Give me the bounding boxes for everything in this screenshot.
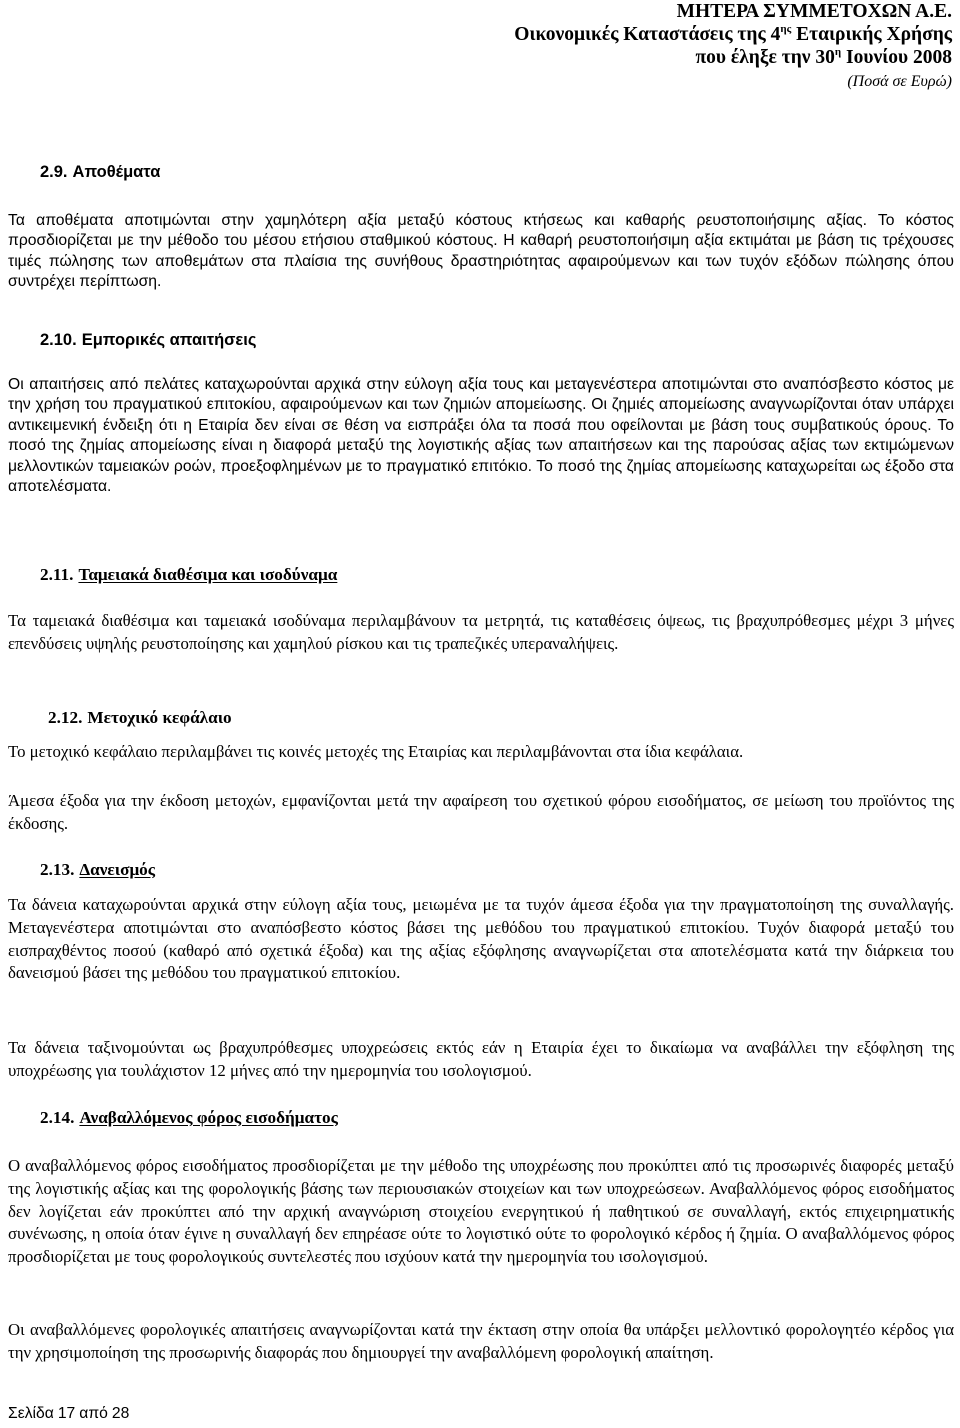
section-body-deferred-tax-2 [8,1319,954,1365]
statements-title: Οικονομικές Καταστάσεις της $4^{\eta\varsigma}$ Εταιρικής Χρήσης [514,22,952,45]
section-title: Εμπορικές απαιτήσεις [81,331,257,349]
section-body-receivables [8,375,954,497]
page-number: 17 [57,1405,76,1422]
paragraph: Τα αποθέματα αποτιμώνται στην χαμηλότερη αξία μεταξύ κόστους κτήσεως και καθαρής ρευστοποιήσιμης αξίας. Το κόστος προσδιορίζεται με την μέθοδο του μέσου ετήσιου σταθμικού κόστους. Η καθαρή ρευστοποιήσιμη αξία εκτιμάται με βάση τις τρέχουσες τιμές πώλησης των αποθεμάτων στα πλαίσια της συνήθους δραστηριότητας αφαιρούμενων και των τυχόν εξόδων πώλησης όπου συντρέχει περίπτωση. [8,212,954,291]
paragraph: Τα δάνεια ταξινομούνται ως βραχυπρόθεσμες υποχρεώσεις εκτός εάν η Εταιρία έχει το δικαίωμα να αναβάλλει την εξόφληση της υποχρέωσης για τουλάχιστον 12 μήνες από την ημερομηνία του ισολογισμού. [8,1038,954,1080]
section-number: 2.12. [48,708,83,727]
section-heading-inventories [40,162,160,182]
paragraph: Τα ταμειακά διαθέσιμα και ταμειακά ισοδύναμα περιλαμβάνουν τα μετρητά, τις καταθέσεις όψεως, τις βραχυπρόθεσμες μέχρι 3 μήνες επενδύσεις υψηλής ρευστοποίησης και χαμηλού ρίσκου και τις τραπεζικές υπεραναλήψεις. [8,611,954,653]
section-body-share-capital-2 [8,790,954,836]
section-number: 2.10. [40,331,77,349]
section-body-share-capital-1 [8,741,954,764]
of-word: από [79,1405,108,1422]
section-number: 2.14. [40,1108,75,1127]
section-body-deferred-tax-1 [8,1155,954,1269]
paragraph: Οι απαιτήσεις από πελάτες καταχωρούνται αρχικά στην εύλογη αξία τους και μεταγενέστερα αποτιμώνται στο αναπόσβεστο κόστος με την χρήση του πραγματικού επιτοκίου, αφαιρούμενων και των ζημιών απομείωσης. Οι ζημιές απομείωσης αναγνωρίζονται όταν υπάρχει αντικειμενική ένδειξη ότι η Εταιρία δεν είναι σε θέση να εισπράξει όλα τα ποσά που οφείλονται με βάση τους συμβατικούς όρους. Το ποσό της ζημίας απομείωσης είναι η διαφορά μεταξύ της λογιστικής αξίας των απαιτήσεων και της παρούσας αξίας των εκτιμώμενων μελλοντικών ταμειακών ροών, προεξοφλημένων με το πραγματικό επιτόκιο. Το ποσό της ζημίας απομείωσης καταχωρείται ως έξοδο στα αποτελέσματα. [8,376,954,496]
paragraph: Άμεσα έξοδα για την έκδοση μετοχών, εμφανίζονται μετά την αφαίρεση του σχετικού φόρου εισοδήματος, σε μείωση του προϊόντος της έκδοσης. [8,791,954,833]
section-title: Μετοχικό κεφάλαιο [87,708,232,727]
section-body-inventories [8,211,954,293]
section-title: Αναβαλλόμενος φόρος εισοδήματος [79,1108,338,1127]
section-number: 2.9. [40,163,68,181]
section-number: 2.13. [40,860,75,879]
section-heading-borrowings [40,859,155,882]
section-heading-deferred-tax [40,1107,338,1130]
section-body-cash [8,610,954,656]
paragraph: Ο αναβαλλόμενος φόρος εισοδήματος προσδιορίζεται με την μέθοδο της υποχρέωσης που προκύπτει από τις προσωρινές διαφορές μεταξύ της λογιστικής αξίας και της φορολογικής βάσης των περιουσιακών στοιχείων και των υποχρεώσεων. Αναβαλλόμενος φόρος εισοδήματος δεν λογίζεται εάν προκύπτει από την αρχική αναγνώριση στοιχείου ενεργητικού ή παθητικού σε συναλλαγή, εκτός επιχειρηματικής συνένωσης, η οποία όταν έγινε η συναλλαγή δεν επηρέασε ούτε το λογιστικό ούτε το φορολογικό κέρδος ή ζημία. Ο αναβαλλόμενος φόρος προσδιορίζεται με τους φορολογικούς συντελεστές που ισχύουν κατά την ημερομηνία του ισολογισμού. [8,1156,954,1266]
paragraph: Το μετοχικό κεφάλαιο περιλαμβάνει τις κοινές μετοχές της Εταιρίας και περιλαμβάνονται στα ίδια κεφάλαια. [8,742,744,761]
page-word: Σελίδα [8,1405,54,1422]
paragraph: Οι αναβαλλόμενες φορολογικές απαιτήσεις αναγνωρίζονται κατά την έκταση στην οποία θα υπάρξει μελλοντικό φορολογητέο κέρδος για την χρησιμοποίηση της προσωρινής διαφοράς που δημιουργεί την αναβαλλόμενη φορολογική απαίτηση. [8,1320,954,1362]
section-title: Δανεισμός [79,860,156,879]
company-name: ΜΗΤΕΡΑ ΣΥΜΜΕΤΟΧΩΝ Α.Ε. [676,1,952,22]
page-footer [8,1404,129,1424]
page-header [312,0,952,94]
currency-note: (Ποσά σε Ευρώ) [847,73,952,90]
section-heading-receivables [40,330,256,350]
section-body-borrowings-2 [8,1037,954,1083]
section-heading-share-capital [48,707,232,730]
total-pages: 28 [111,1405,130,1422]
section-number: 2.11. [40,565,74,584]
section-title: Αποθέματα [72,163,161,181]
period-title: που έληξε την $30^\eta$ Ιουνίου 2008 [695,45,952,68]
paragraph: Τα δάνεια καταχωρούνται αρχικά στην εύλογη αξία τους, μειωμένα με τα τυχόν άμεσα έξοδα για την πραγματοποίηση της συναλλαγής. Μεταγενέστερα αποτιμώνται στο αναπόσβεστο κόστος βάσει της μεθόδου του πραγματικού επιτοκίου. Τυχόν διαφορά μεταξύ του εισπραχθέντος ποσού (καθαρό από σχετικά έξοδα) και της αξίας εξόφλησης αναγνωρίζεται στα αποτελέσματα κατά την διάρκεια του δανεισμού βάσει της μεθόδου του πραγματικού επιτοκίου. [8,895,954,983]
section-body-borrowings-1 [8,894,954,985]
section-title: Ταμειακά διαθέσιμα και ισοδύναμα [78,565,338,584]
section-heading-cash [40,564,337,587]
